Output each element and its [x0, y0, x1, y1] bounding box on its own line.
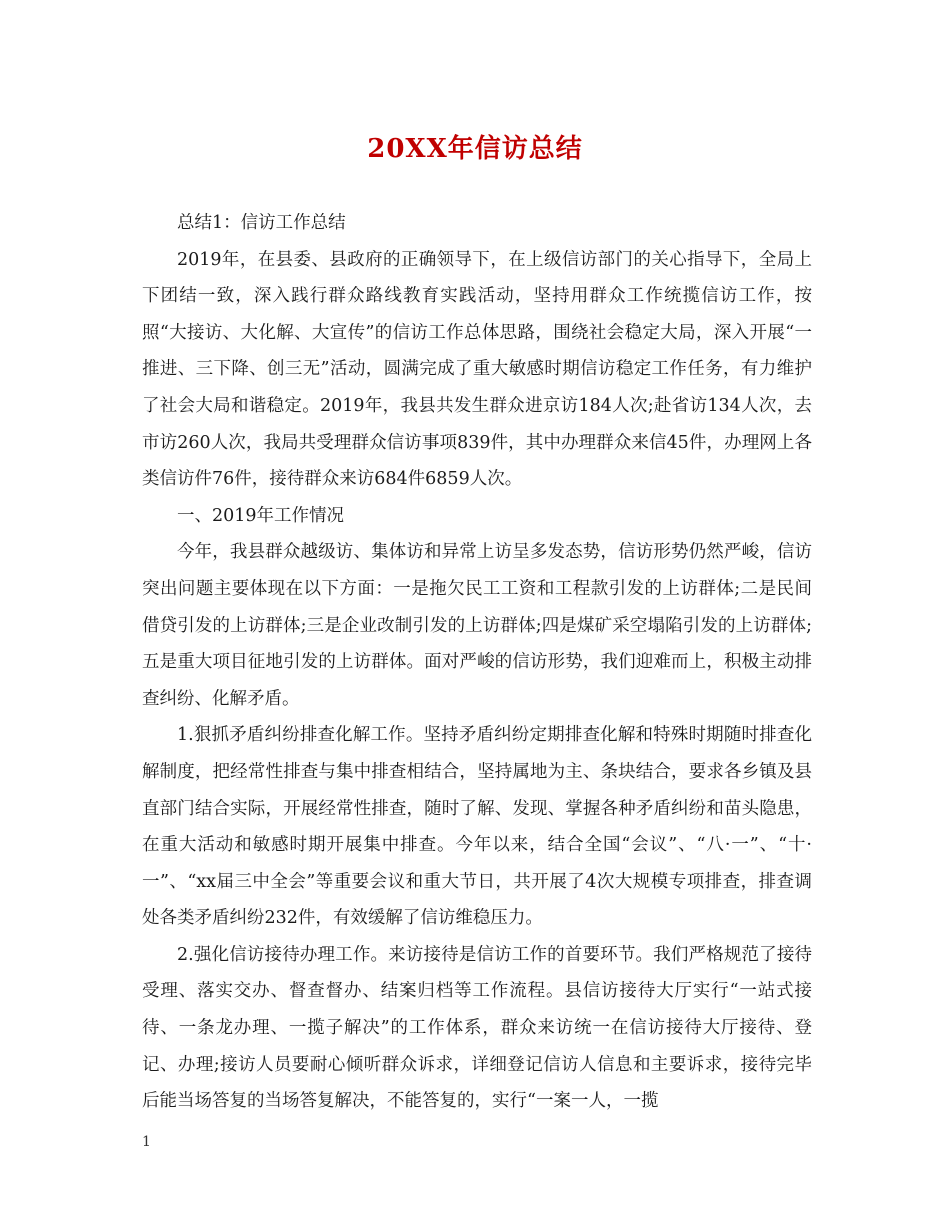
body-paragraph: 今年，我县群众越级访、集体访和异常上访呈多发态势，信访形势仍然严峻，信访突出问题主要体现在以下方面：一是拖欠民工工资和工程款引发的上访群体;二是民间借贷引发的上访群体;三是企业改制引发的上访群体;四是煤矿采空塌陷引发的上访群体;五是重大项目征地引发的上访群体。面对严峻的信访形势，我们迎难而上，积极主动排查纠纷、化解矛盾。: [142, 542, 812, 709]
body-paragraph: 2019年，在县委、县政府的正确领导下，在上级信访部门的关心指导下，全局上下团结一致，深入践行群众路线教育实践活动，坚持用群众工作统揽信访工作，按照“大接访、大化解、大宣传”的信访工作总体思路，围绕社会稳定大局，深入开展“一推进、三下降、创三无”活动，圆满完成了重大敏感时期信访稳定工作任务，有力维护了社会大局和谐稳定。2019年，我县共发生群众进京访184人次;赴省访134人次，去市访260人次，我局共受理群众信访事项839件，其中办理群众来信45件，办理网上各类信访件76件，接待群众来访684件6859人次。: [142, 249, 812, 490]
body-paragraph: 2.强化信访接待办理工作。来访接待是信访工作的首要环节。我们严格规范了接待受理、落实交办、督查督办、结案归档等工作流程。县信访接待大厅实行“一站式接待、一条龙办理、一揽子解决”的工作体系，群众来访统一在信访接待大厅接待、登记、办理;接访人员要耐心倾听群众诉求，详细登记信访人信息和主要诉求，接待完毕后能当场答复的当场答复解决，不能答复的，实行“一案一人，一揽: [142, 944, 812, 1112]
document-title: 20XX年信访总结: [367, 134, 583, 164]
page-number: 1: [142, 1134, 151, 1150]
section-heading: 一、2019年工作情况: [177, 505, 345, 526]
section-heading: 总结1：信访工作总结: [177, 213, 346, 233]
body-paragraph: 1.狠抓矛盾纠纷排查化解工作。坚持矛盾纠纷定期排查化解和特殊时期随时排查化解制度，把经常性排查与集中排查相结合，坚持属地为主、条块结合，要求各乡镇及县直部门结合实际，开展经常性排查，随时了解、发现、掌握各种矛盾纠纷和苗头隐患，在重大活动和敏感时期开展集中排查。今年以来，结合全国“会议”、“八·一”、“十·一”、“xx届三中全会”等重要会议和重大节日，共开展了4次大规模专项排查，排查调处各类矛盾纠纷232件，有效缓解了信访维稳压力。: [142, 725, 812, 929]
document-body: [142, 205, 812, 1120]
